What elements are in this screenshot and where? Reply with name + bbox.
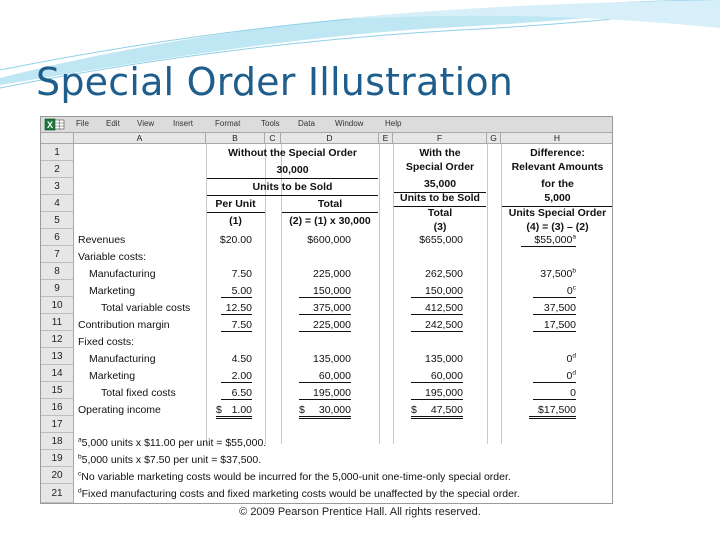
value-tvc-with: 412,500: [411, 302, 463, 315]
value-fmkt-diff: 0$^d$: [533, 370, 576, 383]
value-cm-with: 242,500: [411, 319, 463, 332]
value-oi-total: $ 30,000: [299, 404, 351, 419]
row-header-13[interactable]: 13: [41, 348, 74, 365]
value-tvc-total: 375,000: [299, 302, 351, 315]
label-total-fixed: Total fixed costs: [101, 387, 176, 399]
value-fmfg-with: 135,000: [425, 353, 463, 365]
label-fixed-manufacturing: Manufacturing: [89, 353, 156, 365]
value-fmkt-total: 60,000: [299, 370, 351, 383]
value-oi-per-unit: $ 1.00: [216, 404, 252, 419]
column-header-d[interactable]: D: [281, 133, 379, 144]
column-header-f[interactable]: F: [393, 133, 487, 144]
header-diff-line2: Relevant Amounts: [511, 161, 604, 173]
row-header-7[interactable]: 7: [41, 246, 74, 263]
value-oi-diff: $17,500: [529, 404, 576, 419]
row-header-12[interactable]: 12: [41, 331, 74, 348]
header-rule: [394, 192, 486, 193]
select-all-corner[interactable]: [41, 133, 74, 144]
column-header-e[interactable]: E: [379, 133, 393, 144]
row-header-4[interactable]: 4: [41, 195, 74, 212]
header-diff-sub: Units Special Order: [508, 207, 607, 219]
header-rule: [207, 212, 265, 213]
row-header-19[interactable]: 19: [41, 450, 74, 467]
column-header-g[interactable]: G: [487, 133, 501, 144]
spreadsheet-window: [40, 116, 613, 504]
row-header-1[interactable]: 1: [41, 144, 74, 161]
footnote-c: $^c$No variable marketing costs would be incurred for the 5,000-unit one-time-only special order.: [78, 470, 511, 483]
header-diff-line1: Difference:: [530, 147, 585, 159]
column-header-a[interactable]: A: [74, 133, 206, 144]
value-mkt-total: 150,000: [299, 285, 351, 298]
header-per-unit-num: (1): [229, 215, 242, 227]
value-mfg-per-unit: 7.50: [231, 268, 252, 280]
row-header-5[interactable]: 5: [41, 212, 74, 229]
value-mfg-with: 262,500: [425, 268, 463, 280]
row-header-11[interactable]: 11: [41, 314, 74, 331]
label-operating-income: Operating income: [78, 404, 161, 416]
row-header-10[interactable]: 10: [41, 297, 74, 314]
value-cm-diff: 17,500: [533, 319, 576, 332]
header-diff-units: 5,000: [544, 192, 571, 204]
header-total: Total: [317, 198, 343, 210]
label-fixed-marketing: Marketing: [89, 370, 136, 382]
value-fmkt-per-unit: 2.00: [221, 370, 252, 383]
header-per-unit: Per Unit: [215, 198, 256, 210]
row-header-9[interactable]: 9: [41, 280, 74, 297]
footnote-b: $^b$5,000 units x $7.50 per unit = $37,500.: [78, 453, 262, 466]
menu-format[interactable]: Format: [215, 119, 241, 128]
label-fixed-costs: Fixed costs:: [78, 336, 135, 348]
menu-data[interactable]: Data: [298, 119, 315, 128]
value-mfg-diff: 37,500$^b$: [540, 267, 576, 280]
column-header-h[interactable]: H: [501, 133, 613, 144]
value-rev-with: $655,000: [419, 234, 463, 246]
footnote-a: $^a$5,000 units x $11.00 per unit = $55,000.: [78, 436, 267, 449]
value-tfc-diff: 0: [533, 387, 576, 400]
menu-window[interactable]: Window: [335, 119, 364, 128]
row-header-14[interactable]: 14: [41, 365, 74, 382]
row-header-21[interactable]: 21: [41, 484, 74, 503]
label-contribution-margin: Contribution margin: [78, 319, 170, 331]
menu-view[interactable]: View: [137, 119, 155, 128]
header-with-total: Total: [427, 207, 453, 219]
header-rule: [282, 212, 378, 213]
menu-tools[interactable]: Tools: [261, 119, 280, 128]
row-header-18[interactable]: 18: [41, 433, 74, 450]
row-header-3[interactable]: 3: [41, 178, 74, 195]
label-revenues: Revenues: [78, 234, 126, 246]
menu-insert[interactable]: Insert: [173, 119, 194, 128]
header-with-line2: Special Order: [405, 161, 475, 173]
value-rev-total: $600,000: [307, 234, 351, 246]
row-header-16[interactable]: 16: [41, 399, 74, 416]
svg-text:X: X: [46, 120, 54, 130]
header-with-line1: With the: [419, 147, 461, 159]
value-fmfg-per-unit: 4.50: [231, 353, 252, 365]
row-header-17[interactable]: 17: [41, 416, 74, 433]
label-marketing: Marketing: [89, 285, 136, 297]
value-fmkt-with: 60,000: [411, 370, 463, 383]
value-tfc-total: 195,000: [299, 387, 351, 400]
value-fmfg-total: 135,000: [313, 353, 351, 365]
copyright-notice: © 2009 Pearson Prentice Hall. All rights reserved.: [239, 506, 481, 518]
excel-icon: [44, 118, 66, 131]
header-rule: [394, 206, 486, 207]
header-with-sub: Units to be Sold: [400, 192, 480, 204]
value-tvc-diff: 37,500: [533, 302, 576, 315]
row-header-6[interactable]: 6: [41, 229, 74, 246]
footnote-d: $^d$Fixed manufacturing costs and fixed marketing costs would be unaffected by the special order.: [78, 487, 520, 500]
value-fmfg-diff: 0$^d$: [566, 352, 576, 365]
row-header-2[interactable]: 2: [41, 161, 74, 178]
slide-title: Special Order Illustration: [36, 60, 514, 104]
header-rule: [207, 195, 378, 196]
menu-edit[interactable]: Edit: [106, 119, 120, 128]
value-tfc-per-unit: 6.50: [221, 387, 252, 400]
value-rev-diff: $55,000$^a$: [521, 234, 576, 247]
header-with-num: (3): [433, 221, 447, 233]
value-mkt-with: 150,000: [411, 285, 463, 298]
row-header-15[interactable]: 15: [41, 382, 74, 399]
value-mkt-diff: 0$^c$: [533, 285, 576, 298]
row-header-8[interactable]: 8: [41, 263, 74, 280]
header-total-formula: (2) = (1) x 30,000: [289, 215, 371, 227]
label-total-variable: Total variable costs: [101, 302, 191, 314]
header-diff-formula: (4) = (3) – (2): [526, 221, 589, 233]
menu-file[interactable]: File: [76, 119, 89, 128]
value-tvc-per-unit: 12.50: [221, 302, 252, 315]
row-header-20[interactable]: 20: [41, 467, 74, 484]
menu-help[interactable]: Help: [385, 119, 402, 128]
value-cm-per-unit: 7.50: [221, 319, 252, 332]
value-cm-total: 225,000: [299, 319, 351, 332]
value-mfg-total: 225,000: [313, 268, 351, 280]
header-without-order: Without the Special Order: [228, 147, 357, 159]
header-diff-line3: for the: [541, 178, 574, 190]
label-manufacturing: Manufacturing: [89, 268, 156, 280]
label-variable-costs: Variable costs:: [78, 251, 147, 263]
header-without-units: 30,000: [276, 164, 309, 176]
header-with-units: 35,000: [423, 178, 457, 190]
value-oi-with: $ 47,500: [411, 404, 463, 419]
column-header-b[interactable]: B: [206, 133, 265, 144]
value-tfc-with: 195,000: [411, 387, 463, 400]
header-rule: [502, 206, 613, 207]
column-header-c[interactable]: C: [265, 133, 281, 144]
header-without-sub: Units to be Sold: [252, 181, 333, 193]
header-rule: [207, 178, 378, 179]
value-mkt-per-unit: 5.00: [221, 285, 252, 298]
value-rev-per-unit: $20.00: [219, 234, 252, 246]
menu-bar: [41, 117, 612, 133]
